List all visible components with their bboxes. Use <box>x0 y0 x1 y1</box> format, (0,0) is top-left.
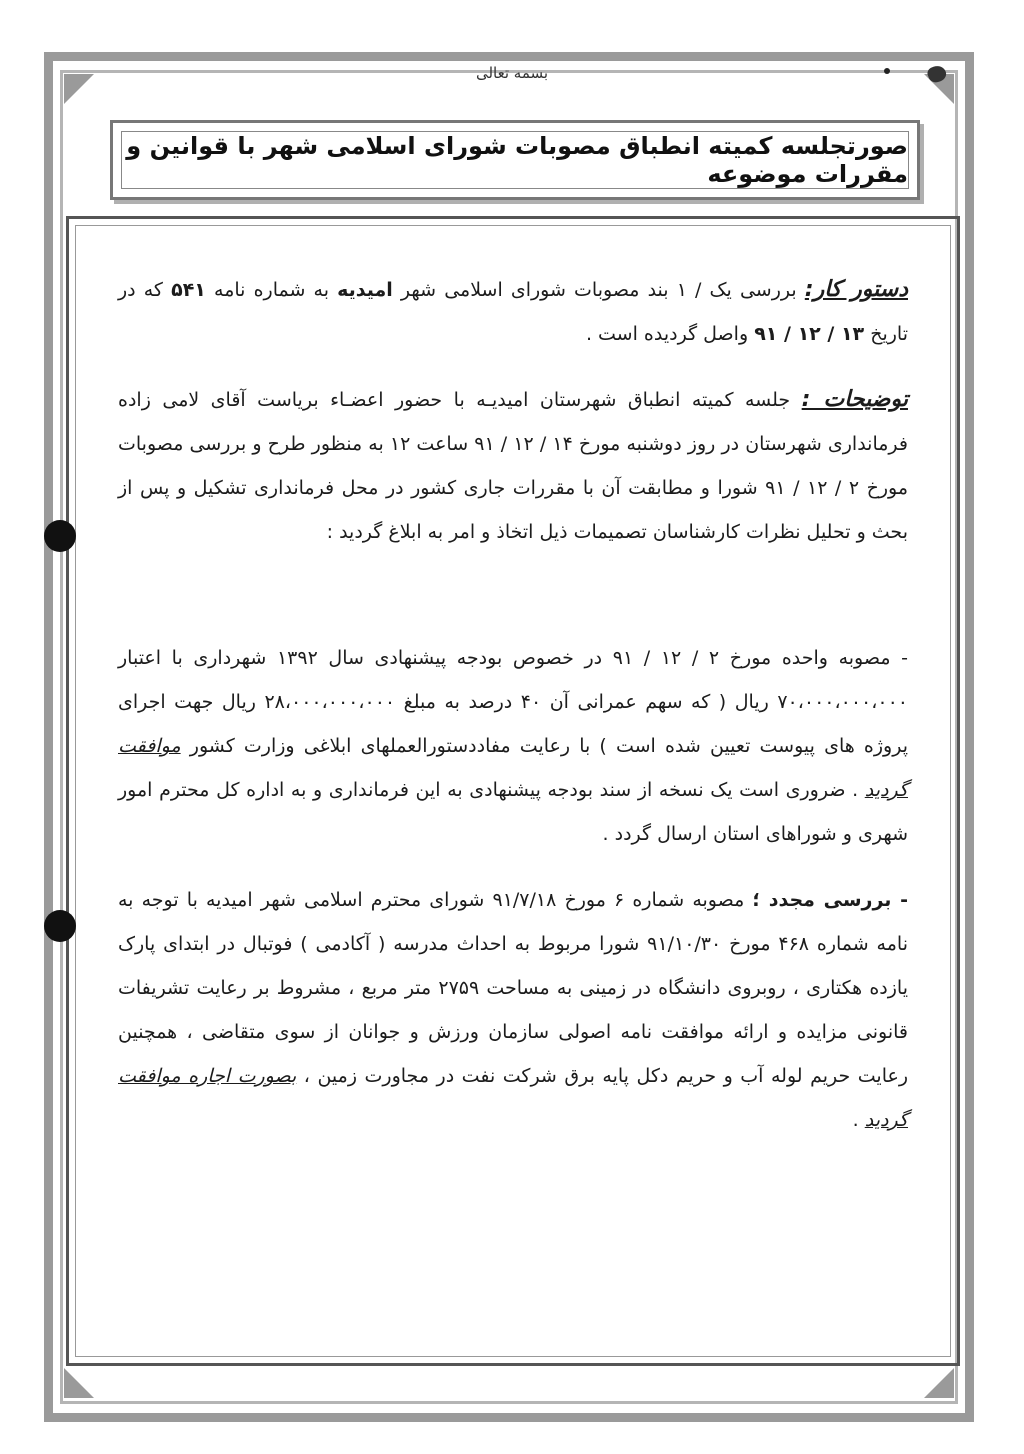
document-body <box>118 268 908 1164</box>
spacer <box>118 576 908 636</box>
agenda-text-1: بررسی یک / ۱ بند مصوبات شورای اسلامی شهر <box>400 279 797 301</box>
agenda-date: ۱۳ / ۱۲ / ۹۱ <box>754 323 865 345</box>
corner-ornament-icon <box>62 1366 96 1400</box>
notes-label: توضیحات : <box>801 387 908 412</box>
agenda-text-4: واصل گردیده است . <box>585 323 749 345</box>
agenda-label: دستور کار: <box>804 277 908 302</box>
corner-ornament-icon <box>922 1366 956 1400</box>
item2-decision: بصورت اجاره موافقت گردید <box>118 1065 908 1131</box>
title-box <box>110 120 920 200</box>
agenda-text-3: که در تاریخ <box>118 279 908 345</box>
item1-paragraph <box>118 636 908 856</box>
notes-text: جلسه کمیته انطباق شهرستان امیدیـه با حضور اعضـاء بریاست آقای لامی زاده فرمانداری شهرستان در روز دوشنبه مورخ ۱۴ / ۱۲ / ۹۱ ساعت ۱۲ به منظور طرح و بررسی مصوبات مورخ ۲ / ۱۲ / ۹۱ شورا و مطابقت آن با مقررات جاری کشور در محل فرمانداری تشکیل و پس از بحث و تحلیل نظرات کارشناسان تصمیمات ذیل اتخاذ و امر به ابلاغ گردید : <box>118 389 909 543</box>
punch-hole <box>44 910 76 942</box>
punch-hole <box>44 520 76 552</box>
item2-paragraph <box>118 878 908 1142</box>
bismillah-header: بسمه تعالی <box>475 64 549 82</box>
agenda-city: امیدیه <box>337 279 393 301</box>
item1-text: - مصوبه واحده مورخ ۲ / ۱۲ / ۹۱ در خصوص بودجه پیشنهادی سال ۱۳۹۲ شهرداری با اعتبار ۷۰،۰۰۰،۰۰۰،۰۰۰ ریال ( که سهم عمرانی آن ۴۰ درصد به مبلغ ۲۸،۰۰۰،۰۰۰،۰۰۰ ریال جهت اجرای پروژه های پیوست تعیین شده است ) با رعایت مفاددستورالعملهای ابلاغی وزارت کشور <box>118 647 908 757</box>
agenda-paragraph <box>118 268 908 356</box>
agenda-text-2: به شماره نامه <box>214 279 329 301</box>
item2-text: مصوبه شماره ۶ مورخ ۹۱/۷/۱۸ شورای محترم اسلامی شهر امیدیه با توجه به نامه شماره ۴۶۸ مورخ ۹۱/۱۰/۳۰ شورا مربوط به احداث مدرسه ( آکادمی ) فوتبال در ابتدای پارک یازده هکتاری ، روبروی دانشگاه در زمینی به مساحت ۲۷۵۹ متر مربع ، مشروط بر رعایت تشریفات قانونی مزایده و ارائه موافقت نامه اصولی سازمان ورزش و جوانان از سوی متقاضی ، همچنین رعایت حریم لوله آب و حریم دکل پایه برق شرکت نفت در مجاورت زمین ، <box>118 889 909 1087</box>
item2-label: - بررسی مجدد ؛ <box>752 889 909 911</box>
agenda-letter-number: ۵۴۱ <box>171 279 206 301</box>
notes-paragraph <box>118 378 908 554</box>
item1-decision: موافقت گردید <box>118 735 908 801</box>
document-title: صورتجلسه کمیته انطباق مصوبات شورای اسلامی شهر با قوانین و مقررات موضوعه <box>126 132 908 188</box>
item2-end: . <box>852 1109 859 1131</box>
item1-rest: . ضروری است یک نسخه از سند بودجه پیشنهادی به این فرمانداری و به اداره کل محترم امور شهری و شوراهای استان ارسال گردد . <box>118 779 908 845</box>
title-inner-border <box>121 131 909 189</box>
